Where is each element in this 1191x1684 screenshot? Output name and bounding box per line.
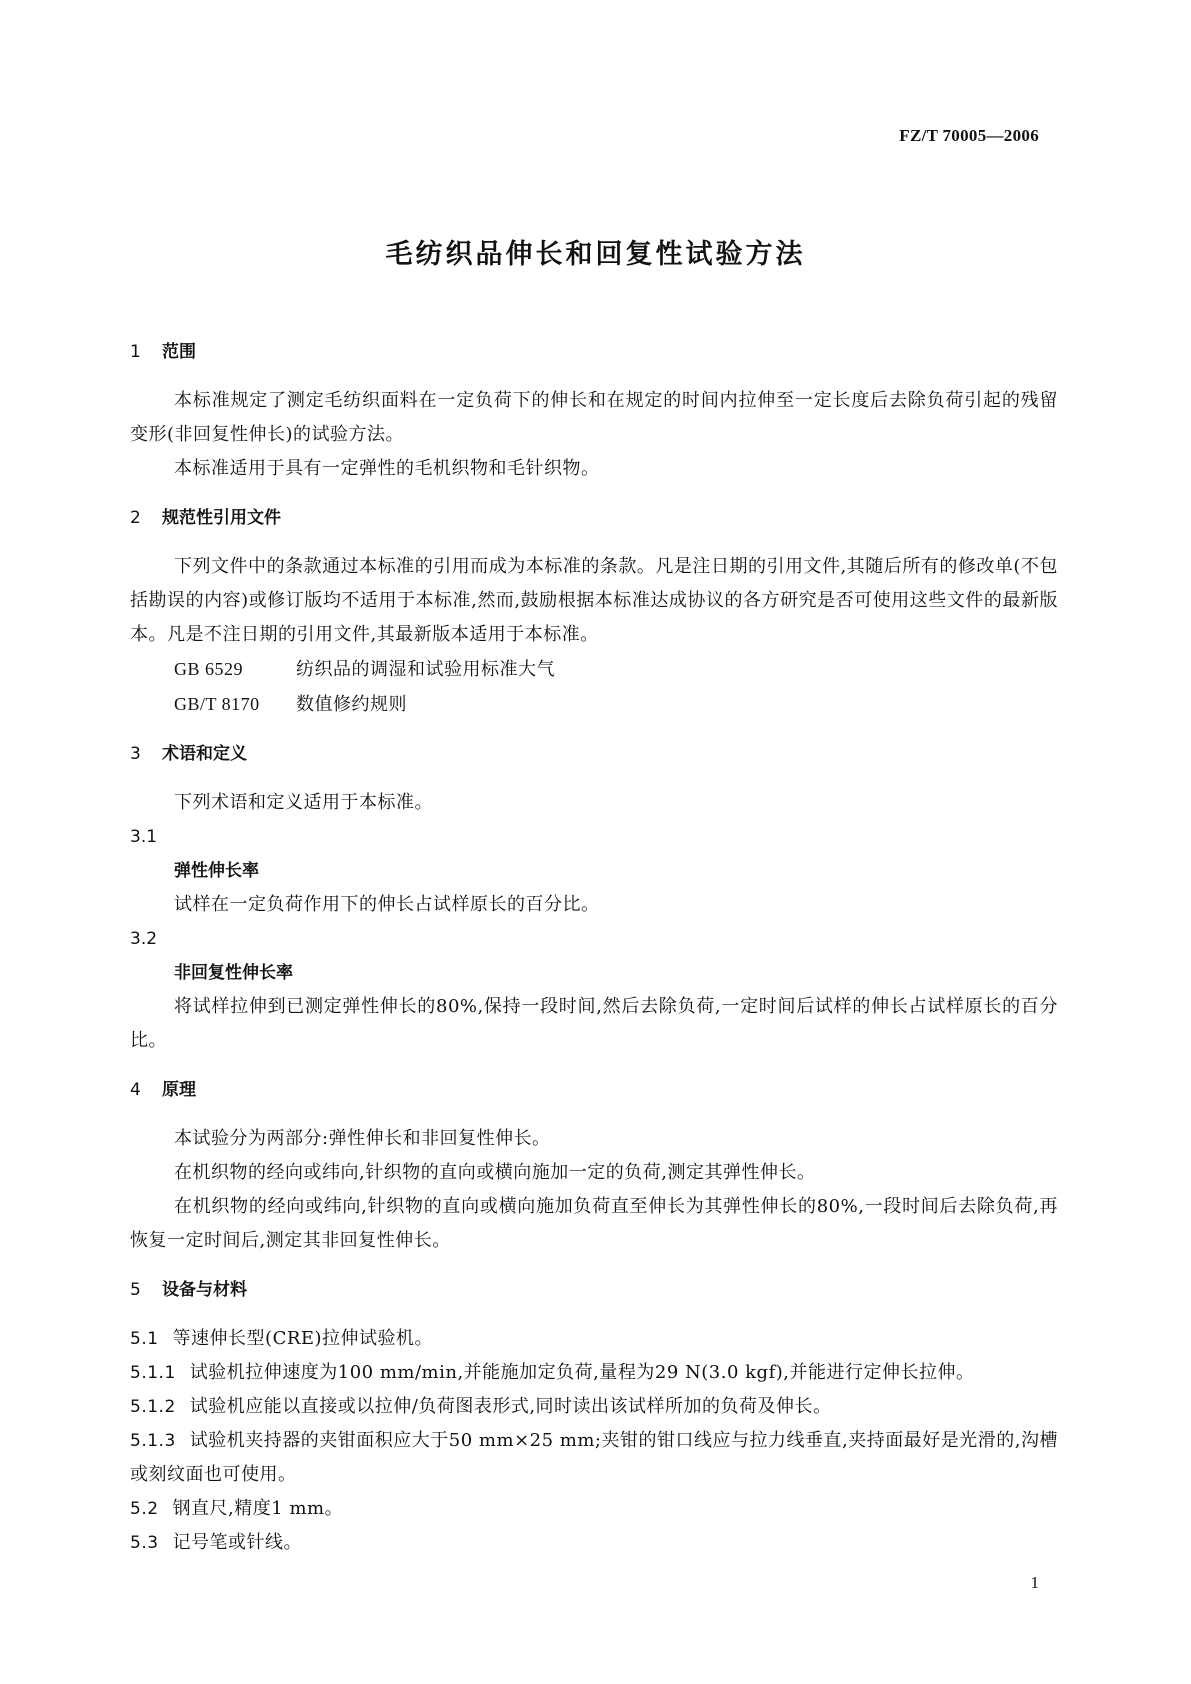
clause-number: 5.2 xyxy=(130,1499,159,1519)
section-number: 1 xyxy=(130,342,141,362)
reference-code: GB/T 8170 xyxy=(174,694,260,714)
section-title: 规范性引用文件 xyxy=(162,508,281,528)
section-number: 3 xyxy=(130,744,141,764)
paragraph: 下列术语和定义适用于本标准。 xyxy=(174,792,433,813)
clause-text: 钢直尺,精度1 mm。 xyxy=(172,1498,344,1519)
clause-number: 5.1.2 xyxy=(130,1397,176,1417)
term-name: 弹性伸长率 xyxy=(174,861,259,881)
paragraph: 本试验分为两部分:弹性伸长和非回复性伸长。 xyxy=(174,1128,551,1149)
clause-text: 试验机应能以直接或以拉伸/负荷图表形式,同时读出该试样所加的负荷及伸长。 xyxy=(189,1396,832,1417)
paragraph: 下列文件中的条款通过本标准的引用而成为本标准的条款。凡是注日期的引用文件,其随后所有的修改单(不包括勘误的内容)或修订版均不适用于本标准,然而,鼓励根据本标准达成协议的各方研究是否可使用这些文件的最新版本。凡是不注日期的引用文件,其最新版本适用于本标准。 xyxy=(130,556,1058,645)
term-definition: 将试样拉伸到已测定弹性伸长的80%,保持一段时间,然后去除负荷,一定时间后试样的伸长占试样原长的百分比。 xyxy=(130,996,1058,1051)
section-title: 设备与材料 xyxy=(162,1280,247,1300)
term-definition: 试样在一定负荷作用下的伸长占试样原长的百分比。 xyxy=(174,894,600,915)
clause-text: 等速伸长型(CRE)拉伸试验机。 xyxy=(172,1328,434,1349)
clause-item xyxy=(130,1322,1058,1356)
clause-item xyxy=(130,1390,1058,1424)
section-title: 范围 xyxy=(162,342,196,362)
clause-text: 试验机拉伸速度为100 mm/min,并能施加定负荷,量程为29 N(3.0 kgf),并能进行定伸长拉伸。 xyxy=(189,1362,975,1383)
normative-reference xyxy=(130,687,1058,722)
paragraph: 在机织物的经向或纬向,针织物的直向或横向施加一定的负荷,测定其弹性伸长。 xyxy=(174,1162,816,1183)
clause-item xyxy=(130,1424,1058,1492)
reference-title: 纺织品的调湿和试验用标准大气 xyxy=(296,659,555,680)
clause-text: 试验机夹持器的夹钳面积应大于50 mm×25 mm;夹钳的钳口线应与拉力线垂直,夹持面最好是光滑的,沟槽或刻纹面也可使用。 xyxy=(130,1430,1058,1485)
section-number: 2 xyxy=(130,508,141,528)
document-title: 毛纺织品伸长和回复性试验方法 xyxy=(385,239,806,270)
page-number: 1 xyxy=(1030,1573,1039,1592)
term-number: 3.2 xyxy=(130,929,158,949)
section-5-heading xyxy=(130,1276,1058,1304)
section-4-heading xyxy=(130,1076,1058,1104)
term-number: 3.1 xyxy=(130,827,158,847)
normative-reference xyxy=(130,652,1058,687)
section-title: 术语和定义 xyxy=(162,744,247,764)
section-number: 5 xyxy=(130,1280,141,1300)
clause-number: 5.1 xyxy=(130,1329,159,1349)
clause-item xyxy=(130,1492,1058,1526)
section-title: 原理 xyxy=(162,1080,196,1100)
document-body xyxy=(130,338,1058,1560)
paragraph: 在机织物的经向或纬向,针织物的直向或横向施加负荷直至伸长为其弹性伸长的80%,一段时间后去除负荷,再恢复一定时间后,测定其非回复性伸长。 xyxy=(130,1196,1058,1251)
standard-code: FZ/T 70005—2006 xyxy=(899,126,1039,145)
section-1-heading xyxy=(130,338,1058,366)
clause-number: 5.3 xyxy=(130,1533,159,1553)
term-name: 非回复性伸长率 xyxy=(174,963,293,983)
clause-number: 5.1.1 xyxy=(130,1363,176,1383)
section-3-heading xyxy=(130,740,1058,768)
clause-item xyxy=(130,1356,1058,1390)
clause-number: 5.1.3 xyxy=(130,1431,176,1451)
paragraph: 本标准适用于具有一定弹性的毛机织物和毛针织物。 xyxy=(174,458,600,479)
clause-text: 记号笔或针线。 xyxy=(172,1532,303,1553)
section-number: 4 xyxy=(130,1080,141,1100)
reference-title: 数值修约规则 xyxy=(296,694,407,715)
reference-code: GB 6529 xyxy=(174,659,244,679)
section-2-heading xyxy=(130,504,1058,532)
paragraph: 本标准规定了测定毛纺织面料在一定负荷下的伸长和在规定的时间内拉伸至一定长度后去除负荷引起的残留变形(非回复性伸长)的试验方法。 xyxy=(130,390,1058,445)
clause-item xyxy=(130,1526,1058,1560)
